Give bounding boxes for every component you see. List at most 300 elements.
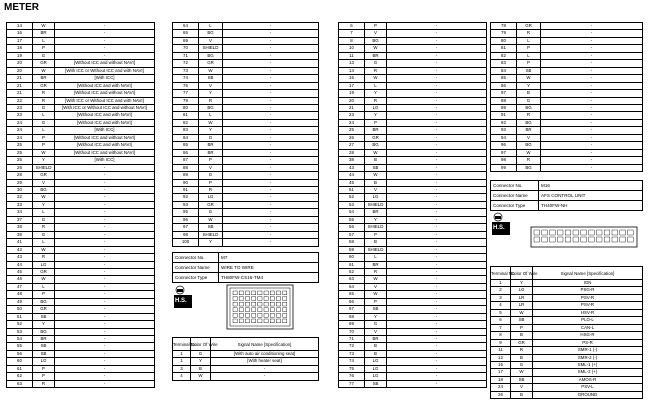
terminal-cell: 25 xyxy=(7,157,33,164)
terminal-cell: 51 xyxy=(7,313,33,320)
terminal-cell: 83 xyxy=(173,127,199,134)
pin-row xyxy=(491,149,643,156)
pin-row xyxy=(173,104,319,111)
terminal-cell: 5 xyxy=(491,309,511,316)
signal-cell: - xyxy=(541,82,643,89)
pin-row xyxy=(173,224,319,231)
wire-color-cell: SHIELD xyxy=(33,164,55,171)
wire-color-cell: P xyxy=(517,60,541,67)
signal-cell: PSV-L xyxy=(533,384,643,391)
wire-color-cell: R xyxy=(365,97,387,104)
signal-cell: AMOS-R xyxy=(533,376,643,383)
wire-color-cell: R xyxy=(365,67,387,74)
signal-cell: - xyxy=(223,142,319,149)
wire-color-cell: GR xyxy=(365,134,387,141)
pin-row xyxy=(7,112,155,119)
wire-color-cell: B xyxy=(511,332,533,339)
pin-row xyxy=(173,23,319,30)
signal-cell: - xyxy=(387,261,487,268)
terminal-cell: 96 xyxy=(491,142,517,149)
pin-row xyxy=(339,350,487,357)
terminal-cell: 21 xyxy=(7,90,33,97)
terminal-cell: 85 xyxy=(491,75,517,82)
wire-color-cell: SB xyxy=(365,306,387,313)
signal-cell: - xyxy=(55,261,155,268)
terminal-cell: 71 xyxy=(173,52,199,59)
terminal-cell: 53 xyxy=(7,328,33,335)
signal-cell: - xyxy=(387,306,487,313)
terminal-cell: 38 xyxy=(7,224,33,231)
signal-cell: - xyxy=(223,201,319,208)
wire-color-cell: LG xyxy=(33,261,55,268)
wire-color-cell: SB xyxy=(511,317,533,324)
pin-row xyxy=(491,112,643,119)
wire-color-cell: W xyxy=(33,246,55,253)
wire-color-cell: Y xyxy=(33,321,55,328)
wire-color-cell: W xyxy=(517,75,541,82)
signal-cell: - xyxy=(387,104,487,111)
terminal-cell: 82 xyxy=(491,52,517,59)
terminal-cell: 25 xyxy=(7,149,33,156)
signal-cell: [Without ICC and without NAVI] xyxy=(55,134,155,141)
signal-cell: [Without ICC and with NAVI] xyxy=(55,112,155,119)
pin-row xyxy=(339,179,487,186)
signal-cell: - xyxy=(223,194,319,201)
pin-row xyxy=(491,23,643,30)
terminal-cell: 26 xyxy=(339,134,365,141)
signal-header: Signal Name [Specification] xyxy=(211,338,319,351)
pin-row xyxy=(173,134,319,141)
wire-color-cell: V xyxy=(365,328,387,335)
pin-table-2 xyxy=(172,22,319,247)
signal-cell: - xyxy=(541,149,643,156)
pin-row xyxy=(7,60,155,67)
terminal-cell: 94 xyxy=(491,134,517,141)
signal-cell: PS-R xyxy=(533,339,643,346)
signal-cell: - xyxy=(55,291,155,298)
pin-row xyxy=(7,313,155,320)
signal-cell: - xyxy=(387,45,487,52)
pin-row xyxy=(491,97,643,104)
terminal-cell: 60 xyxy=(339,254,365,261)
pin-row xyxy=(491,37,643,44)
terminal-cell: 54 xyxy=(339,209,365,216)
terminal-cell: 3 xyxy=(491,294,511,301)
terminal-cell: 84 xyxy=(173,134,199,141)
wire-color-cell: G xyxy=(33,52,55,59)
signal-cell: - xyxy=(55,268,155,275)
signal-row xyxy=(491,376,643,383)
pin-row xyxy=(7,365,155,372)
wire-color-cell: R xyxy=(517,157,541,164)
pin-row xyxy=(173,186,319,193)
terminal-cell: 98 xyxy=(173,231,199,238)
signal-cell: - xyxy=(541,157,643,164)
wire-color-cell: G xyxy=(199,134,223,141)
signal-cell: - xyxy=(55,164,155,171)
pin-row xyxy=(339,127,487,134)
signal-cell: [With ICC or Without ICC and with NAVI] xyxy=(55,97,155,104)
wire-color-cell: L xyxy=(199,23,223,30)
pin-row xyxy=(339,45,487,52)
info-value: AFS CONTROL UNIT xyxy=(539,191,643,201)
pin-row xyxy=(339,239,487,246)
terminal-cell: 56 xyxy=(339,224,365,231)
signal-cell: - xyxy=(223,231,319,238)
wire-color-cell: R xyxy=(199,186,223,193)
signal-cell: - xyxy=(387,231,487,238)
terminal-cell: 82 xyxy=(173,119,199,126)
pin-row xyxy=(339,373,487,380)
terminal-cell: 93 xyxy=(491,127,517,134)
signal-cell: - xyxy=(55,336,155,343)
terminal-cell: 89 xyxy=(491,104,517,111)
terminal-cell: 14 xyxy=(7,23,33,30)
wire-color-cell: BG xyxy=(33,328,55,335)
signal-cell: [Without ICC and with NAVI] xyxy=(55,119,155,126)
signal-cell: - xyxy=(55,209,155,216)
pin-row xyxy=(7,328,155,335)
signal-cell: - xyxy=(387,112,487,119)
terminal-cell: 81 xyxy=(173,112,199,119)
signal-cell: - xyxy=(55,283,155,290)
terminal-cell: 58 xyxy=(339,239,365,246)
terminal-cell: 45 xyxy=(7,268,33,275)
wire-color-cell: V xyxy=(199,164,223,171)
signal-cell: - xyxy=(223,216,319,223)
wire-color-cell: P xyxy=(365,23,387,30)
wire-color-cell: W xyxy=(365,291,387,298)
signal-cell: - xyxy=(55,328,155,335)
signal-cell: CAN-L xyxy=(533,324,643,331)
wire-color-cell: SHIELD xyxy=(365,224,387,231)
signal-cell: - xyxy=(223,157,319,164)
wire-color-cell: SB xyxy=(199,75,223,82)
terminal-cell: 24 xyxy=(7,119,33,126)
terminal-cell: 11 xyxy=(339,52,365,59)
wire-color-cell: Y xyxy=(199,127,223,134)
wire-color-cell: GR xyxy=(33,172,55,179)
terminal-cell: 42 xyxy=(7,246,33,253)
wire-color-cell: BR xyxy=(199,149,223,156)
signal-cell: - xyxy=(223,23,319,30)
pin-row xyxy=(173,239,319,246)
signal-cell: - xyxy=(211,365,319,372)
wire-color-cell: BR xyxy=(199,142,223,149)
pin-row xyxy=(491,157,643,164)
wire-color-cell: LR xyxy=(511,302,533,309)
signal-cell: [With ICC] xyxy=(55,127,155,134)
terminal-cell: 77 xyxy=(339,380,365,387)
pin-row xyxy=(7,97,155,104)
signal-cell: - xyxy=(387,336,487,343)
signal-cell: - xyxy=(223,127,319,134)
terminal-cell: 80 xyxy=(173,104,199,111)
terminal-cell: 75 xyxy=(339,365,365,372)
wire-color-cell: W xyxy=(199,216,223,223)
terminal-cell: 55 xyxy=(7,343,33,350)
pin-row xyxy=(491,164,643,171)
wire-color-cell: V xyxy=(365,30,387,37)
info-value: M16 xyxy=(539,181,643,191)
wire-color-cell: BG xyxy=(199,52,223,59)
m16-connector-diagram xyxy=(530,226,638,253)
signal-cell: - xyxy=(541,164,643,171)
wire-color-cell: L xyxy=(199,112,223,119)
signal-cell: - xyxy=(55,239,155,246)
terminal-cell: 69 xyxy=(339,321,365,328)
pin-row xyxy=(7,306,155,313)
terminal-cell: 17 xyxy=(7,37,33,44)
pin-row xyxy=(7,104,155,111)
signal-cell: GROUND xyxy=(533,391,643,398)
wire-color-cell: W xyxy=(365,276,387,283)
terminal-cell: 88 xyxy=(491,97,517,104)
wire-color-cell: BR xyxy=(33,75,55,82)
terminal-cell: 79 xyxy=(491,30,517,37)
wire-color-cell: B xyxy=(517,90,541,97)
terminal-cell: 73 xyxy=(339,350,365,357)
signal-cell: - xyxy=(541,134,643,141)
signal-cell: - xyxy=(387,149,487,156)
wire-color-cell: GR xyxy=(33,306,55,313)
pin-row xyxy=(491,75,643,82)
terminal-cell: 74 xyxy=(173,75,199,82)
signal-cell: - xyxy=(387,276,487,283)
signal-row xyxy=(491,332,643,339)
terminal-cell: 22 xyxy=(7,97,33,104)
wire-color-cell: BG xyxy=(33,186,55,193)
pin-row xyxy=(7,350,155,357)
signal-cell: - xyxy=(387,239,487,246)
m7-signal-table xyxy=(172,337,319,381)
wire-color-cell: Y xyxy=(365,216,387,223)
pin-row xyxy=(7,209,155,216)
wire-color-cell: BG xyxy=(517,119,541,126)
signal-cell: - xyxy=(387,380,487,387)
signal-cell: HSG-R xyxy=(533,332,643,339)
signal-cell: [With heater seat] xyxy=(211,358,319,365)
signal-cell: - xyxy=(223,60,319,67)
pin-row xyxy=(339,380,487,387)
terminal-cell: 64 xyxy=(339,283,365,290)
signal-cell: - xyxy=(387,209,487,216)
pin-row xyxy=(7,268,155,275)
pin-row xyxy=(173,45,319,52)
signal-cell: - xyxy=(223,172,319,179)
signal-cell: - xyxy=(541,75,643,82)
wire-color-cell: Y xyxy=(191,358,211,365)
terminal-cell: 73 xyxy=(173,67,199,74)
pin-row xyxy=(7,75,155,82)
pin-row xyxy=(339,149,487,156)
signal-cell: - xyxy=(387,298,487,305)
signal-cell: - xyxy=(387,254,487,261)
pin-table-1 xyxy=(6,22,155,388)
pin-row xyxy=(339,75,487,82)
pin-row xyxy=(173,52,319,59)
signal-cell: - xyxy=(541,52,643,59)
terminal-cell: 91 xyxy=(173,186,199,193)
signal-cell: - xyxy=(541,97,643,104)
wire-color-cell: B xyxy=(365,239,387,246)
terminal-cell: 90 xyxy=(173,179,199,186)
wire-color-cell: GR xyxy=(199,60,223,67)
terminal-cell: 4 xyxy=(491,302,511,309)
signal-cell: - xyxy=(55,373,155,380)
terminal-cell: 1 xyxy=(173,358,191,365)
terminal-cell: 84 xyxy=(491,67,517,74)
signal-cell: [With auto air conditioning seat] xyxy=(211,351,319,358)
wire-color-cell: V xyxy=(511,384,533,391)
signal-cell: - xyxy=(387,67,487,74)
wire-color-cell: SHIELD xyxy=(199,45,223,52)
terminal-cell: 21 xyxy=(339,104,365,111)
wire-color-cell: BR xyxy=(365,127,387,134)
pin-row xyxy=(173,179,319,186)
terminal-cell: 23 xyxy=(7,104,33,111)
signal-cell: - xyxy=(387,142,487,149)
terminal-cell: 74 xyxy=(339,358,365,365)
wire-color-cell: SB xyxy=(33,343,55,350)
pin-row xyxy=(173,119,319,126)
terminal-cell: 28 xyxy=(7,172,33,179)
signal-cell: - xyxy=(387,164,487,171)
signal-cell: - xyxy=(55,172,155,179)
terminal-cell: 67 xyxy=(339,306,365,313)
signal-cell: - xyxy=(55,201,155,208)
wire-color-cell: L xyxy=(33,37,55,44)
signal-cell: - xyxy=(387,268,487,275)
terminal-cell: 8 xyxy=(339,37,365,44)
terminal-cell: 60 xyxy=(7,358,33,365)
terminal-cell: 26 xyxy=(7,164,33,171)
terminal-cell: 52 xyxy=(7,321,33,328)
wire-color-cell: B xyxy=(511,354,533,361)
terminal-cell: 92 xyxy=(491,119,517,126)
terminal-cell: 23 xyxy=(7,112,33,119)
terminal-header: Terminal No. xyxy=(173,338,191,351)
signal-cell: - xyxy=(55,246,155,253)
pin-row xyxy=(339,298,487,305)
wire-color-cell: P xyxy=(33,45,55,52)
signal-row xyxy=(491,302,643,309)
wire-color-cell: BG xyxy=(365,142,387,149)
wire-color-cell: G xyxy=(199,209,223,216)
terminal-cell: 55 xyxy=(339,216,365,223)
pin-row xyxy=(7,216,155,223)
wire-color-cell: L xyxy=(33,112,55,119)
terminal-cell: 54 xyxy=(7,336,33,343)
wire-color-cell: Y xyxy=(33,201,55,208)
wire-color-cell: GR xyxy=(517,23,541,30)
terminal-cell: 23 xyxy=(339,112,365,119)
terminal-cell: 25 xyxy=(7,142,33,149)
signal-cell: HSV-R xyxy=(533,309,643,316)
terminal-cell: 15 xyxy=(339,75,365,82)
pin-row xyxy=(7,246,155,253)
wire-color-cell: BG xyxy=(199,104,223,111)
info-label: Connector No. xyxy=(491,181,539,191)
terminal-cell: 12 xyxy=(491,354,511,361)
pin-row xyxy=(7,186,155,193)
wire-color-cell: BR xyxy=(365,336,387,343)
terminal-cell: 91 xyxy=(491,112,517,119)
signal-cell: - xyxy=(387,328,487,335)
pin-row xyxy=(7,343,155,350)
pin-row xyxy=(339,194,487,201)
pin-row xyxy=(173,97,319,104)
signal-cell: - xyxy=(223,37,319,44)
terminal-cell: 81 xyxy=(491,45,517,52)
wire-color-cell: LG xyxy=(365,194,387,201)
pin-row xyxy=(491,142,643,149)
wire-color-cell: LG xyxy=(365,104,387,111)
wire-color-cell: BG xyxy=(199,30,223,37)
signal-cell: - xyxy=(387,373,487,380)
signal-cell: - xyxy=(223,45,319,52)
pin-row xyxy=(339,216,487,223)
pin-row xyxy=(491,127,643,134)
pin-row xyxy=(339,336,487,343)
terminal-cell: 39 xyxy=(7,231,33,238)
signal-cell: - xyxy=(387,350,487,357)
terminal-cell: 21 xyxy=(7,82,33,89)
wire-color-cell: V xyxy=(33,179,55,186)
wire-color-cell: Y xyxy=(511,280,533,287)
terminal-cell: 63 xyxy=(7,380,33,387)
wire-color-cell: LG xyxy=(33,358,55,365)
pin-row xyxy=(339,164,487,171)
terminal-cell: 27 xyxy=(339,142,365,149)
wire-color-cell: G xyxy=(191,351,211,358)
terminal-cell: 49 xyxy=(7,298,33,305)
signal-cell: - xyxy=(387,194,487,201)
wire-color-cell: Y xyxy=(33,157,55,164)
signal-row xyxy=(491,384,643,391)
terminal-cell: 20 xyxy=(7,67,33,74)
terminal-cell: 6 xyxy=(339,23,365,30)
wire-color-cell: L xyxy=(33,239,55,246)
pin-row xyxy=(339,186,487,193)
signal-cell: - xyxy=(55,30,155,37)
wire-color-cell: G xyxy=(199,172,223,179)
wire-color-cell: P xyxy=(365,119,387,126)
signal-cell: - xyxy=(55,321,155,328)
pin-row xyxy=(7,254,155,261)
signal-cell: [With ICC or Without ICC and with NAVI] xyxy=(55,67,155,74)
wire-color-cell: R xyxy=(511,347,533,354)
terminal-cell: 14 xyxy=(339,67,365,74)
signal-cell: - xyxy=(387,97,487,104)
signal-cell: - xyxy=(387,224,487,231)
signal-cell: PSV-R xyxy=(533,294,643,301)
pin-row xyxy=(173,194,319,201)
wire-color-cell: GR xyxy=(33,268,55,275)
wire-color-cell: W xyxy=(365,75,387,82)
signal-cell: - xyxy=(541,30,643,37)
wire-color-cell: V xyxy=(365,283,387,290)
signal-cell: - xyxy=(55,37,155,44)
pin-row xyxy=(7,23,155,30)
terminal-cell: 28 xyxy=(339,149,365,156)
wire-color-cell: B xyxy=(365,350,387,357)
signal-cell: - xyxy=(541,119,643,126)
wire-color-cell: R xyxy=(517,30,541,37)
pin-row xyxy=(173,216,319,223)
signal-row xyxy=(173,373,319,380)
wire-color-cell: SB xyxy=(365,164,387,171)
